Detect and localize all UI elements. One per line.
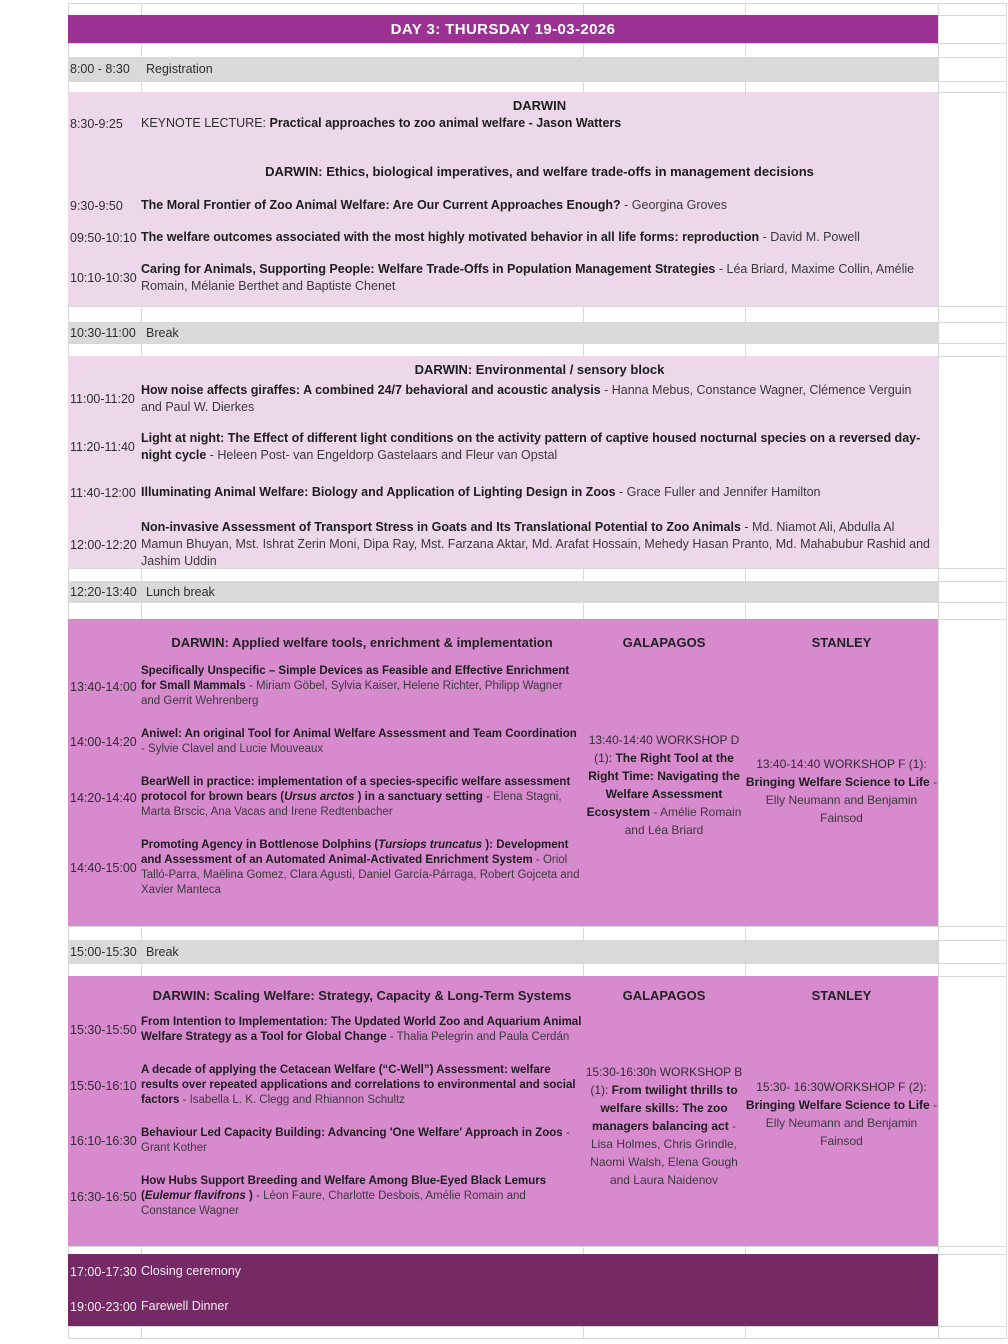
- session-title: A decade of applying the Cetacean Welfare (“C-Well”) Assessment: welfare results over repeated applications and correlations to environmental and social factors: [141, 1064, 576, 1106]
- workshop-title: Bringing Welfare Science to Life: [745, 775, 930, 789]
- session-species: Ursus arctos: [284, 791, 355, 803]
- session-species: Tursiops truncatus: [378, 839, 483, 851]
- session-title: Aniwel: An original Tool for Animal Welfare Assessment and Team Coordination: [141, 728, 577, 740]
- room-header-darwin: DARWIN: [512, 98, 567, 113]
- workshop-stanley: [745, 755, 938, 827]
- workshop-prefix: 13:40-14:40 WORKSHOP D (1):: [588, 733, 740, 765]
- workshop-title: Bringing Welfare Science to Life: [745, 1098, 930, 1112]
- session-time: 13:40-14:00: [70, 679, 137, 694]
- session-row: [68, 727, 938, 757]
- session-time: 14:20-14:40: [70, 790, 137, 805]
- row-time: 19:00-23:00: [70, 1299, 137, 1314]
- workshop-stanley: [745, 1078, 938, 1150]
- session-authors: - Léa Briard, Maxime Collin, Amélie Romain, Mélanie Berthet and Baptiste Chenet: [141, 262, 915, 293]
- row-label: Break: [146, 325, 179, 340]
- environmental-block: [68, 356, 938, 568]
- session-authors: - Grant Kother: [141, 1127, 570, 1154]
- session-prefix: KEYNOTE LECTURE:: [141, 116, 270, 130]
- session-time: 09:50-10:10: [70, 230, 137, 245]
- workshop-prefix: 13:40-14:40 WORKSHOP F (1):: [756, 757, 927, 771]
- session-authors: - David M. Powell: [759, 230, 860, 244]
- session-title: Practical approaches to zoo animal welfare - Jason Watters: [269, 116, 622, 130]
- session-authors: - Sylvie Clavel and Lucie Mouveaux: [141, 743, 324, 755]
- session-title-cont: ) in a sanctuary setting: [354, 791, 483, 803]
- session-authors: - Md. Niamot Ali, Abdulla Al Mamun Bhuyan, Mst. Ishrat Zerin Moni, Dipa Ray, Mst. Farzana Aktar, Md. Arafat Hossain, Mehedy Hasan Pranto, Md. Mahabubur Rashid and Jashim Uddin: [141, 520, 931, 568]
- session-title: Illuminating Animal Welfare: Biology and Application of Lighting Design in Zoos: [141, 485, 616, 499]
- session-row: [68, 519, 938, 568]
- session-time: 11:40-12:00: [70, 485, 136, 500]
- applied-welfare-block: [68, 619, 938, 926]
- scaling-welfare-block: [68, 976, 938, 1246]
- workshop-prefix: 15:30- 16:30WORKSHOP F (2):: [756, 1080, 927, 1094]
- room-header-darwin: DARWIN: Scaling Welfare: Strategy, Capacity & Long-Term Systems: [152, 988, 572, 1003]
- row-label: Closing ceremony: [141, 1264, 242, 1278]
- session-title: From Intention to Implementation: The Updated World Zoo and Aquarium Animal Welfare Strategy as a Tool for Global Change: [141, 1016, 582, 1043]
- day-header-title: DAY 3: THURSDAY 19-03-2026: [390, 20, 616, 38]
- session-time: 11:20-11:40: [70, 440, 135, 454]
- session-species: Eulemur flavifrons: [144, 1190, 246, 1202]
- session-title: Non-invasive Assessment of Transport Stress in Goats and Its Translational Potential to Zoo Animals: [141, 520, 741, 534]
- session-row: [68, 1015, 938, 1045]
- room-header-darwin: DARWIN: Applied welfare tools, enrichment & implementation: [171, 635, 553, 650]
- session-row: [68, 484, 938, 501]
- lunch-row: [68, 581, 938, 602]
- row-time: 17:00-17:30: [70, 1264, 137, 1279]
- workshop-galapagos: [583, 1063, 745, 1189]
- session-row: [68, 229, 938, 246]
- session-time: 11:00-11:20: [70, 392, 135, 406]
- session-block-header: DARWIN: Environmental / sensory block: [414, 362, 665, 377]
- session-title: How Hubs Support Breeding and Welfare Among Blue-Eyed Black Lemurs (: [141, 1175, 547, 1202]
- session-row: [68, 115, 938, 132]
- footer-row: [68, 1298, 938, 1315]
- session-authors: - Miriam Göbel, Sylvia Kaiser, Helene Richter, Philipp Wagner and Gerrit Wehrenberg: [141, 680, 563, 707]
- session-title: Light at night: The Effect of different light conditions on the activity pattern of captive housed nocturnal species on a reversed day-night cycle: [141, 431, 921, 462]
- workshop-authors: - Elly Neumann and Benjamin Fainsod: [765, 775, 938, 825]
- session-title-cont: ): Development and Assessment of an Automated Animal-Activated Enrichment System: [141, 839, 569, 866]
- row-label: Break: [146, 944, 179, 959]
- footer-row: [68, 1263, 938, 1280]
- session-title: Behaviour Led Capacity Building: Advancing 'One Welfare' Approach in Zoos: [141, 1127, 563, 1139]
- morning-keynote-ethics-block: [68, 92, 938, 306]
- row-time: 12:20-13:40: [70, 584, 137, 599]
- break-row: [68, 322, 938, 343]
- session-row: [68, 197, 938, 214]
- row-time: 8:00 - 8:30: [70, 62, 130, 76]
- session-time: 10:10-10:30: [70, 271, 137, 285]
- workshop-authors: - Elly Neumann and Benjamin Fainsod: [765, 1098, 938, 1148]
- session-authors: - Elena Stagni, Marta Brscic, Ana Vacas and Irene Redtenbacher: [141, 791, 562, 818]
- workshop-title: The Right Tool at the Right Time: Navigating the Welfare Assessment Ecosystem: [586, 751, 740, 819]
- day-header: [68, 15, 938, 43]
- room-header-stanley: STANLEY: [811, 988, 872, 1003]
- row-time: 10:30-11:00: [70, 325, 136, 340]
- session-authors: - Isabella L. K. Clegg and Rhiannon Schultz: [179, 1094, 406, 1106]
- session-time: 16:10-16:30: [70, 1134, 137, 1148]
- row-label: Lunch break: [146, 584, 215, 599]
- session-row: [68, 838, 938, 898]
- room-header-stanley: STANLEY: [811, 635, 872, 650]
- session-time: 8:30-9:25: [70, 116, 123, 131]
- session-row: [68, 382, 938, 416]
- session-authors: - Léon Faure, Charlotte Desbois, Amélie Romain and Constance Wagner: [141, 1190, 526, 1217]
- break-row: [68, 940, 938, 963]
- session-row: [68, 430, 938, 464]
- session-time: 12:00-12:20: [70, 537, 137, 552]
- session-title: How noise affects giraffes: A combined 24/7 behavioral and acoustic analysis: [141, 383, 601, 397]
- row-label: Registration: [146, 62, 213, 76]
- session-row: [68, 261, 938, 295]
- session-title: The Moral Frontier of Zoo Animal Welfare: Are Our Current Approaches Enough?: [141, 198, 621, 212]
- session-authors: - Hanna Mebus, Constance Wagner, Clémence Verguin and Paul W. Dierkes: [141, 383, 912, 414]
- session-title: Promoting Agency in Bottlenose Dolphins (: [141, 839, 379, 851]
- session-authors: - Oriol Talló-Parra, Maëlina Gomez, Clara Agusti, Daniel García-Párraga, Robert Gojceta and Xavier Manteca: [141, 854, 580, 896]
- session-time: 14:00-14:20: [70, 735, 137, 749]
- session-time: 9:30-9:50: [70, 198, 123, 213]
- closing-block: [68, 1254, 938, 1326]
- session-time: 15:50-16:10: [70, 1078, 137, 1093]
- workshop-authors: - Amélie Romain and Léa Briard: [624, 805, 742, 837]
- session-authors: - Heleen Post- van Engeldorp Gastelaars and Fleur van Opstal: [206, 448, 558, 462]
- session-title: Caring for Animals, Supporting People: Welfare Trade-Offs in Population Management Strategies: [141, 262, 716, 276]
- session-authors: - Grace Fuller and Jennifer Hamilton: [615, 485, 821, 499]
- session-time: 14:40-15:00: [70, 861, 137, 875]
- row-time: 15:00-15:30: [70, 944, 137, 959]
- session-time: 15:30-15:50: [70, 1023, 137, 1037]
- session-title: BearWell in practice: implementation of a species-specific welfare assessment protocol for brown bears (: [141, 776, 571, 803]
- session-authors: - Georgina Groves: [620, 198, 727, 212]
- session-row: [68, 1174, 938, 1219]
- row-label: Farewell Dinner: [141, 1299, 229, 1313]
- workshop-galapagos: [583, 731, 745, 839]
- session-title: The welfare outcomes associated with the most highly motivated behavior in all life forms: reproduction: [141, 230, 760, 244]
- room-header-galapagos: GALAPAGOS: [622, 988, 706, 1003]
- workshop-authors: - Lisa Holmes, Chris Grindle, Naomi Walsh, Elena Gough and Laura Naidenov: [590, 1119, 738, 1187]
- session-block-header: DARWIN: Ethics, biological imperatives, and welfare trade-offs in management decisions: [265, 164, 814, 179]
- session-row: [68, 664, 938, 709]
- workshop-title: From twilight thrills to welfare skills: The zoo managers balancing act: [591, 1083, 738, 1133]
- session-title-cont: ): [245, 1190, 253, 1202]
- workshop-prefix: 15:30-16:30h WORKSHOP B (1):: [585, 1065, 743, 1097]
- room-header-galapagos: GALAPAGOS: [622, 635, 706, 650]
- session-authors: - Thalia Pelegrin and Paula Cerdán: [386, 1031, 570, 1043]
- session-title: Specifically Unspecific – Simple Devices as Feasible and Effective Enrichment for Small Mammals: [141, 665, 570, 692]
- registration-row: [68, 57, 938, 81]
- session-time: 16:30-16:50: [70, 1189, 137, 1204]
